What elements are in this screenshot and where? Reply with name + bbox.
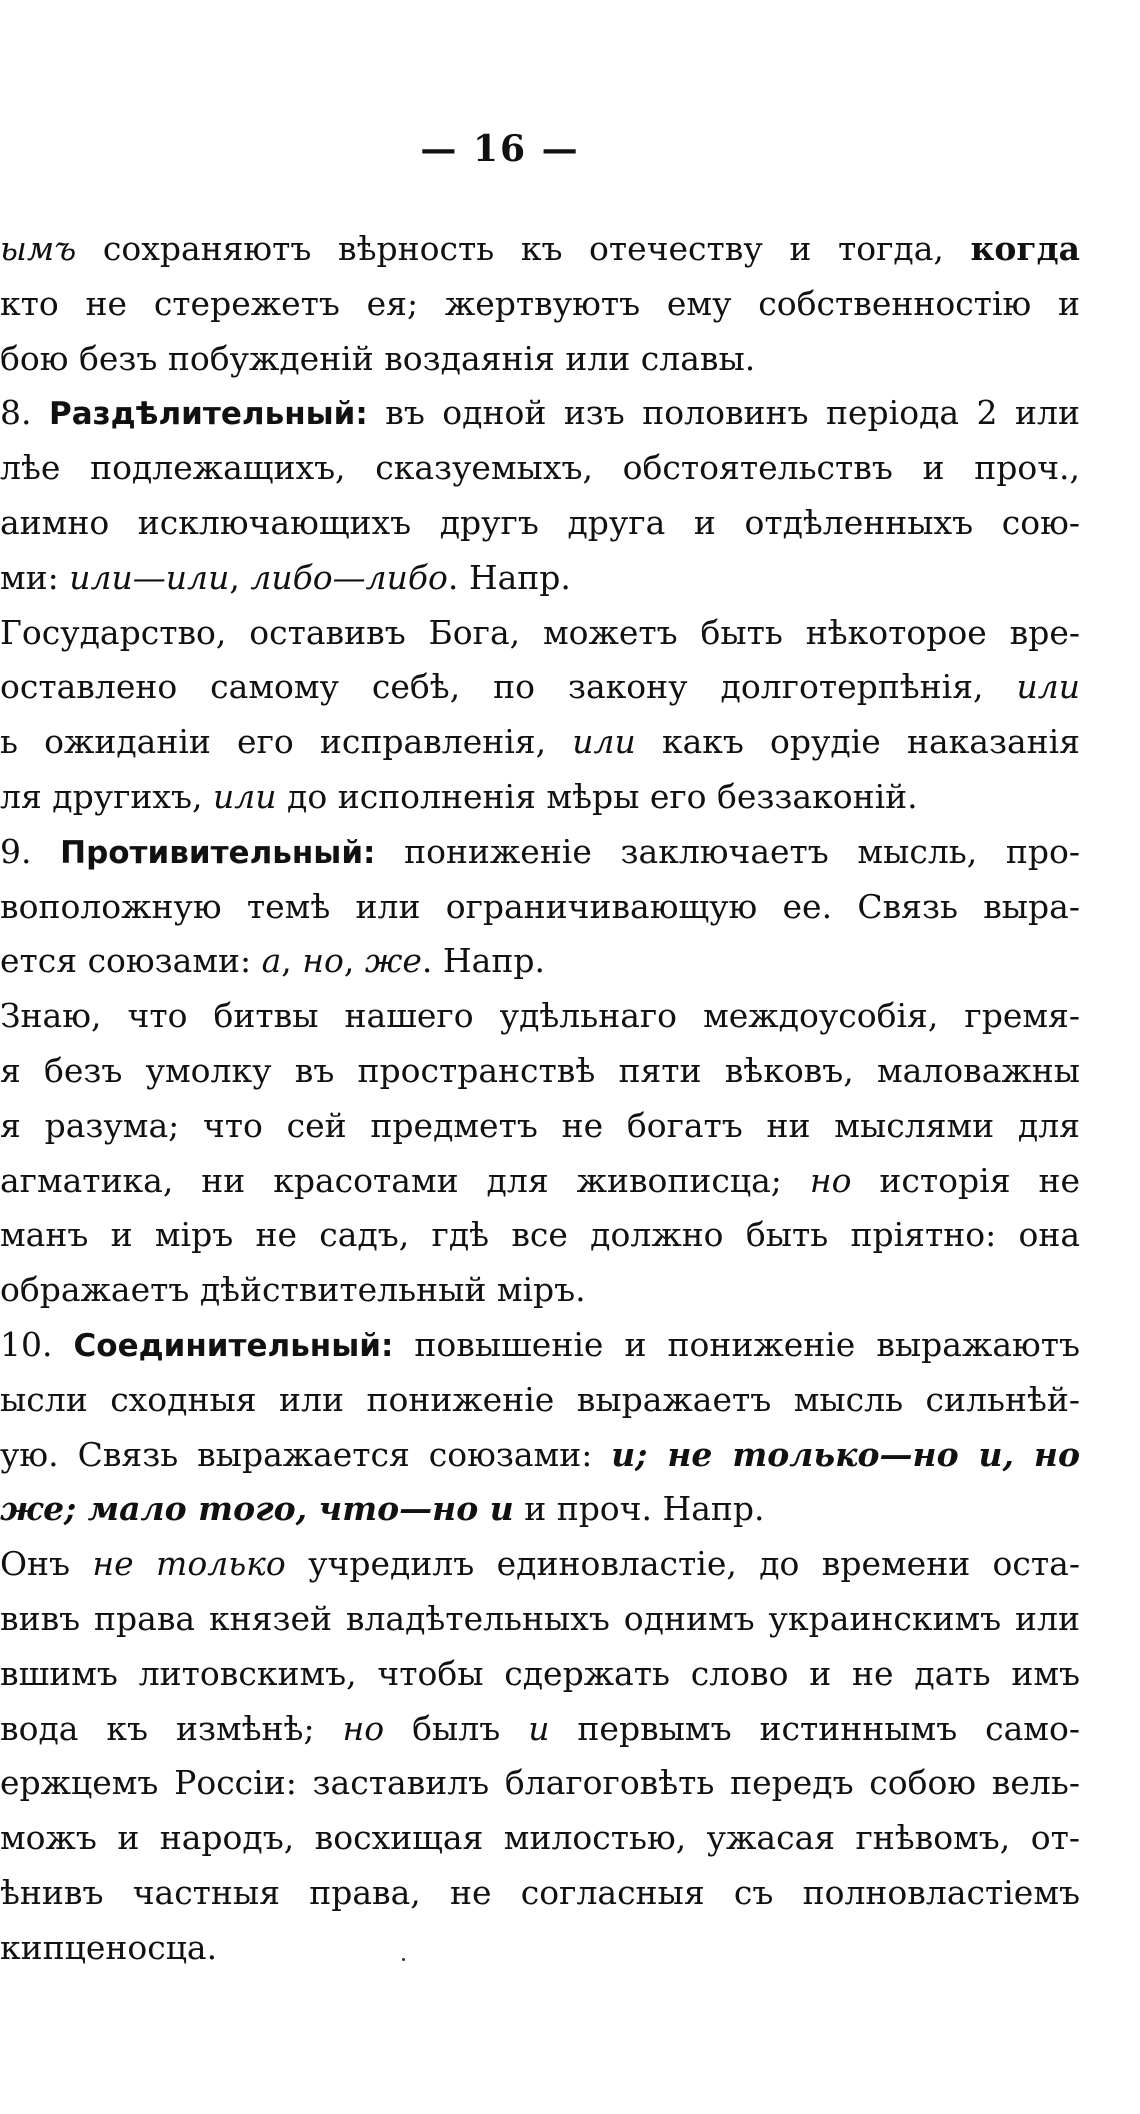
text-line bbox=[0, 1537, 1080, 1592]
text-segment: или—или bbox=[69, 557, 230, 597]
text-line bbox=[0, 825, 1080, 880]
text-segment: лѣе подлежащихъ, сказуемыхъ, обстоятельствъ и проч., bbox=[0, 448, 1080, 488]
text-segment: 8. bbox=[0, 393, 49, 433]
text-line bbox=[0, 551, 1080, 606]
text-segment: вивъ права князей владѣтельныхъ однимъ украинскимъ или bbox=[0, 1598, 1080, 1638]
text-segment: или bbox=[572, 722, 636, 762]
text-segment: агматика, ни красотами для живописца; bbox=[0, 1160, 810, 1200]
text-segment: я безъ умолку въ пространствѣ пяти вѣковъ, маловажны bbox=[0, 1050, 1080, 1090]
text-segment: оставлено самому себѣ, по закону долготерпѣнія, bbox=[0, 667, 1017, 707]
text-segment: до исполненія мѣры его беззаконій. bbox=[276, 776, 918, 816]
text-line bbox=[0, 1044, 1080, 1099]
text-segment: ую. Связь выражается союзами: bbox=[0, 1434, 612, 1474]
text-segment: ѣнивъ частныя права, не согласныя съ полновластіемъ bbox=[0, 1872, 1080, 1912]
text-segment: вшимъ литовскимъ, чтобы сдержать слово и не дать имъ bbox=[0, 1653, 1080, 1693]
text-line bbox=[0, 386, 1080, 441]
text-line bbox=[0, 1702, 1080, 1757]
text-segment: . Напр. bbox=[421, 941, 545, 981]
text-line bbox=[0, 1756, 1080, 1811]
text-segment: но bbox=[809, 1160, 852, 1200]
text-segment: или bbox=[213, 776, 277, 816]
text-segment: же; мало того, что—но и bbox=[0, 1489, 514, 1529]
text-segment: 10. bbox=[0, 1324, 74, 1364]
text-segment: ми: bbox=[0, 557, 70, 597]
section-heading: Раздѣлительный: bbox=[48, 396, 368, 433]
text-line bbox=[0, 880, 1080, 935]
text-segment: и; не только—но и, но bbox=[611, 1434, 1080, 1474]
text-segment: ется союзами: bbox=[0, 941, 262, 981]
text-segment: учредилъ единовластіе, до времени оста- bbox=[285, 1544, 1080, 1584]
text-segment: пониженіе заключаетъ мысль, про- bbox=[375, 831, 1080, 871]
text-segment: ысли сходныя или пониженіе выражаетъ мысль сильнѣй- bbox=[0, 1379, 1080, 1419]
text-segment: и проч. Напр. bbox=[513, 1489, 765, 1529]
section-heading: Противительный: bbox=[60, 834, 376, 871]
text-segment: ображаетъ дѣйствительный міръ. bbox=[0, 1270, 586, 1310]
text-segment: я разума; что сей предметъ не богатъ ни мыслями для bbox=[0, 1105, 1080, 1145]
text-segment: но bbox=[302, 941, 344, 981]
text-segment: былъ bbox=[384, 1708, 529, 1748]
text-segment: кипценосца. bbox=[0, 1927, 218, 1967]
section-heading: Соединительный: bbox=[73, 1327, 394, 1364]
text-line bbox=[0, 441, 1080, 496]
page-number: — 16 — bbox=[420, 128, 580, 170]
text-line bbox=[0, 1099, 1080, 1154]
text-line bbox=[0, 277, 1080, 332]
text-segment: Государство, оставивъ Бога, можетъ быть нѣкоторое вре- bbox=[0, 612, 1080, 652]
text-segment: когда bbox=[970, 229, 1080, 268]
text-segment: повышеніе и пониженіе выражаютъ bbox=[393, 1324, 1080, 1364]
text-segment: исторія не bbox=[851, 1160, 1080, 1200]
text-line bbox=[0, 1318, 1080, 1373]
text-line bbox=[0, 770, 1080, 825]
text-line bbox=[0, 1263, 1080, 1318]
text-line bbox=[0, 1482, 1080, 1537]
text-segment: 9. bbox=[0, 831, 61, 871]
text-line bbox=[0, 1592, 1080, 1647]
text-line bbox=[0, 496, 1080, 551]
text-line bbox=[0, 606, 1080, 661]
text-segment: можъ и народъ, восхищая милостью, ужасая гнѣвомъ, от- bbox=[0, 1818, 1080, 1858]
text-line bbox=[0, 1154, 1080, 1209]
text-segment: , bbox=[229, 557, 251, 597]
text-segment: и bbox=[528, 1708, 550, 1748]
text-segment: кто не стережетъ ея; жертвуютъ ему собственностію и bbox=[0, 283, 1080, 323]
speck bbox=[402, 1958, 405, 1961]
text-segment: бою безъ побужденій воздаянія или славы. bbox=[0, 338, 756, 378]
text-segment: . Напр. bbox=[447, 557, 571, 597]
text-segment: въ одной изъ половинъ періода 2 или bbox=[367, 393, 1080, 433]
text-segment: вопoложную темѣ или ограничивающую ее. Связь выра- bbox=[0, 886, 1080, 926]
text-segment: ымъ bbox=[0, 229, 77, 268]
text-line bbox=[0, 1373, 1080, 1428]
text-segment: же bbox=[364, 941, 422, 981]
text-line bbox=[0, 660, 1080, 715]
text-segment: Онъ bbox=[0, 1544, 93, 1584]
body-text bbox=[0, 222, 1080, 1976]
text-line bbox=[0, 332, 1080, 387]
text-line bbox=[0, 1208, 1080, 1263]
text-line bbox=[0, 934, 1080, 989]
text-line bbox=[0, 715, 1080, 770]
text-segment: аимно исключающихъ другъ друга и отдѣленныхъ сою- bbox=[0, 502, 1080, 542]
text-segment: ь ожиданіи его исправленія, bbox=[0, 722, 573, 762]
text-line bbox=[0, 1428, 1080, 1483]
text-segment: либо—либо bbox=[250, 557, 448, 597]
text-line bbox=[0, 1866, 1080, 1921]
text-line bbox=[0, 222, 1080, 277]
text-segment: манъ и міръ не садъ, гдѣ все должно быть пріятно: она bbox=[0, 1215, 1080, 1255]
text-segment: но bbox=[342, 1708, 385, 1748]
text-segment: первымъ истиннымъ само- bbox=[549, 1708, 1080, 1748]
text-segment: или bbox=[1016, 667, 1080, 707]
text-line bbox=[0, 1647, 1080, 1702]
text-segment: какъ орудіе наказанія bbox=[635, 722, 1080, 762]
text-segment: не только bbox=[92, 1544, 286, 1584]
text-segment: а bbox=[261, 941, 282, 981]
text-line bbox=[0, 1921, 1080, 1976]
text-segment: , bbox=[343, 941, 365, 981]
text-segment: , bbox=[281, 941, 303, 981]
text-line bbox=[0, 1811, 1080, 1866]
text-line bbox=[0, 989, 1080, 1044]
text-segment: вода къ измѣнѣ; bbox=[0, 1708, 343, 1748]
text-segment: ля другихъ, bbox=[0, 776, 214, 816]
text-segment: ержцемъ Россіи: заставилъ благоговѣть передъ собою вель- bbox=[0, 1763, 1080, 1803]
text-segment: Знаю, что битвы нашего удѣльнаго междоусобія, гремя- bbox=[0, 996, 1080, 1036]
text-segment: сохраняютъ вѣрность къ отечеству и тогда, bbox=[76, 229, 971, 268]
